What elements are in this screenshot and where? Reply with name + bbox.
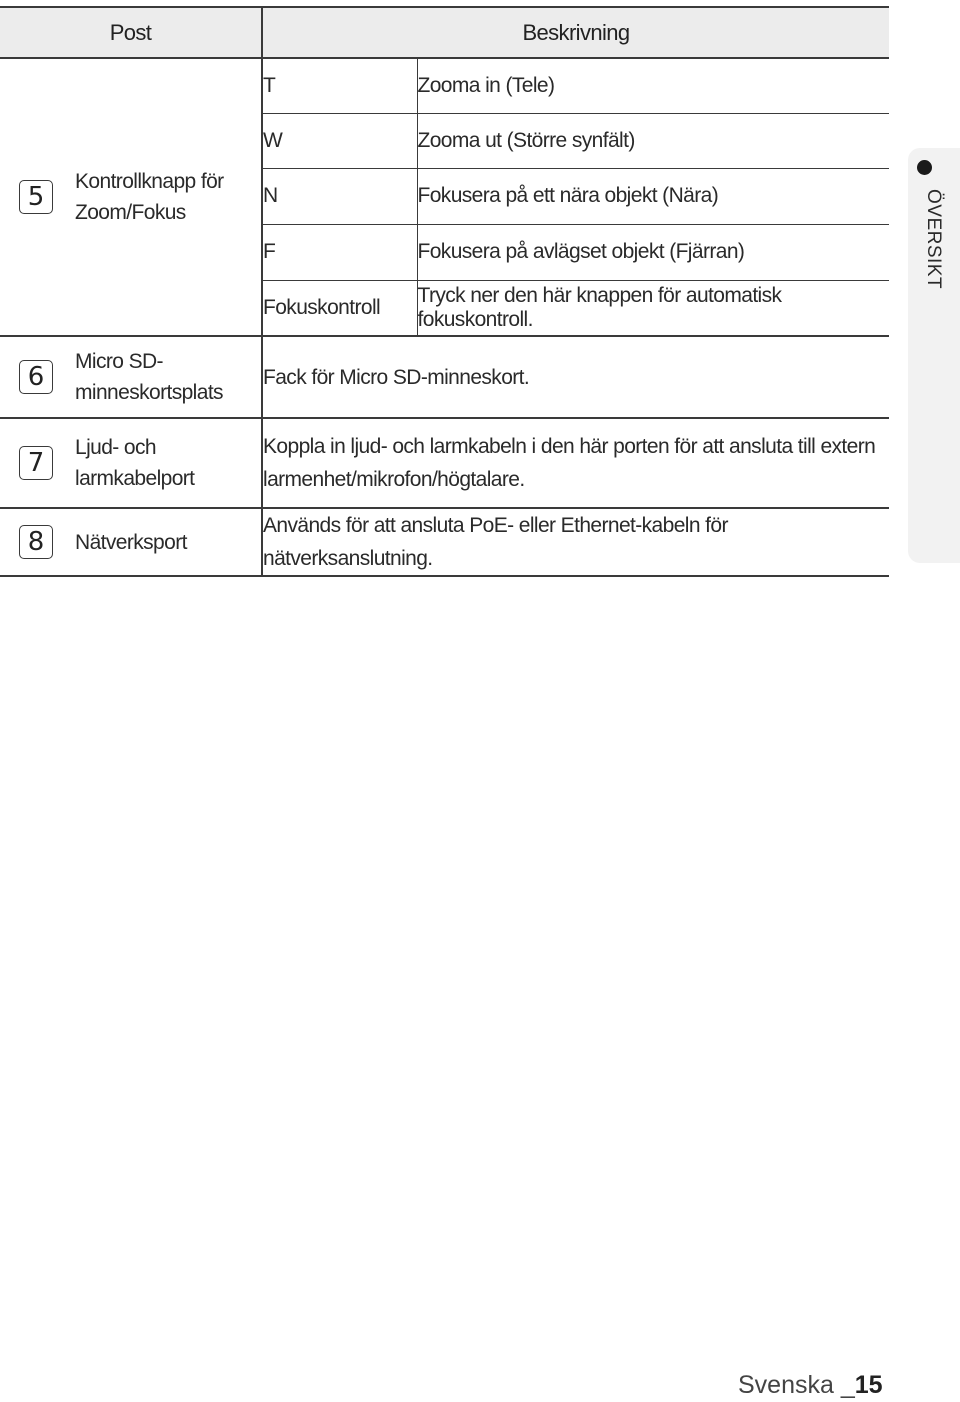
table-row xyxy=(0,508,889,576)
post-label-line: Ljud- och xyxy=(75,436,156,459)
table-row xyxy=(0,336,889,418)
item-number-badge: 7 xyxy=(19,446,53,480)
item-number-badge: 6 xyxy=(19,360,53,394)
post-cell-5 xyxy=(0,58,262,336)
post-label-line: Zoom/Fokus xyxy=(75,201,186,224)
post-cell-7 xyxy=(0,418,262,508)
page-number: 15 xyxy=(854,1371,883,1399)
sub-key: N xyxy=(262,168,417,224)
item-number-badge: 5 xyxy=(19,180,53,214)
post-label xyxy=(75,432,194,494)
table-row xyxy=(0,58,889,113)
post-label-line: larmkabelport xyxy=(75,467,195,490)
description-cell: Fack för Micro SD-minneskort. xyxy=(262,336,889,418)
description-cell xyxy=(262,418,889,508)
bullet-dot-icon xyxy=(917,160,932,175)
header-post: Post xyxy=(0,7,262,58)
post-cell-6 xyxy=(0,336,262,418)
post-label xyxy=(75,166,224,228)
page-footer xyxy=(738,1371,883,1400)
description-line: Koppla in ljud- och larmkabeln i den här porten för att ansluta till extern xyxy=(263,435,876,458)
post-cell-8 xyxy=(0,508,262,576)
post-label-line: Micro SD- xyxy=(75,350,163,373)
section-tab-label: ÖVERSIKT xyxy=(923,189,944,290)
sub-value: Zooma ut (Större synfält) xyxy=(417,113,889,168)
footer-language: Svenska _ xyxy=(738,1371,855,1399)
sub-value: Fokusera på avlägset objekt (Fjärran) xyxy=(417,224,889,280)
sub-key: W xyxy=(262,113,417,168)
spec-table-container xyxy=(0,6,889,577)
table-row xyxy=(0,418,889,508)
sub-value: Zooma in (Tele) xyxy=(417,58,889,113)
sub-value: Tryck ner den här knappen för automatisk fokuskontroll. xyxy=(417,283,782,331)
description-line: larmenhet/mikrofon/högtalare. xyxy=(263,468,525,491)
sub-key: T xyxy=(262,58,417,113)
description-cell: Används för att ansluta PoE- eller Ethernet-kabeln för nätverksanslutning. xyxy=(262,508,889,576)
post-label-line: minneskortsplats xyxy=(75,381,223,404)
post-label: Nätverksport xyxy=(75,530,187,554)
post-label-line: Kontrollknapp för xyxy=(75,170,224,193)
sub-key: Fokuskontroll xyxy=(262,280,417,336)
sub-key: F xyxy=(262,224,417,280)
post-label xyxy=(75,346,223,408)
spec-table xyxy=(0,6,889,577)
header-row xyxy=(0,7,889,58)
item-number-badge: 8 xyxy=(19,525,53,559)
sub-value: Fokusera på ett nära objekt (Nära) xyxy=(417,168,889,224)
header-description: Beskrivning xyxy=(262,7,889,58)
